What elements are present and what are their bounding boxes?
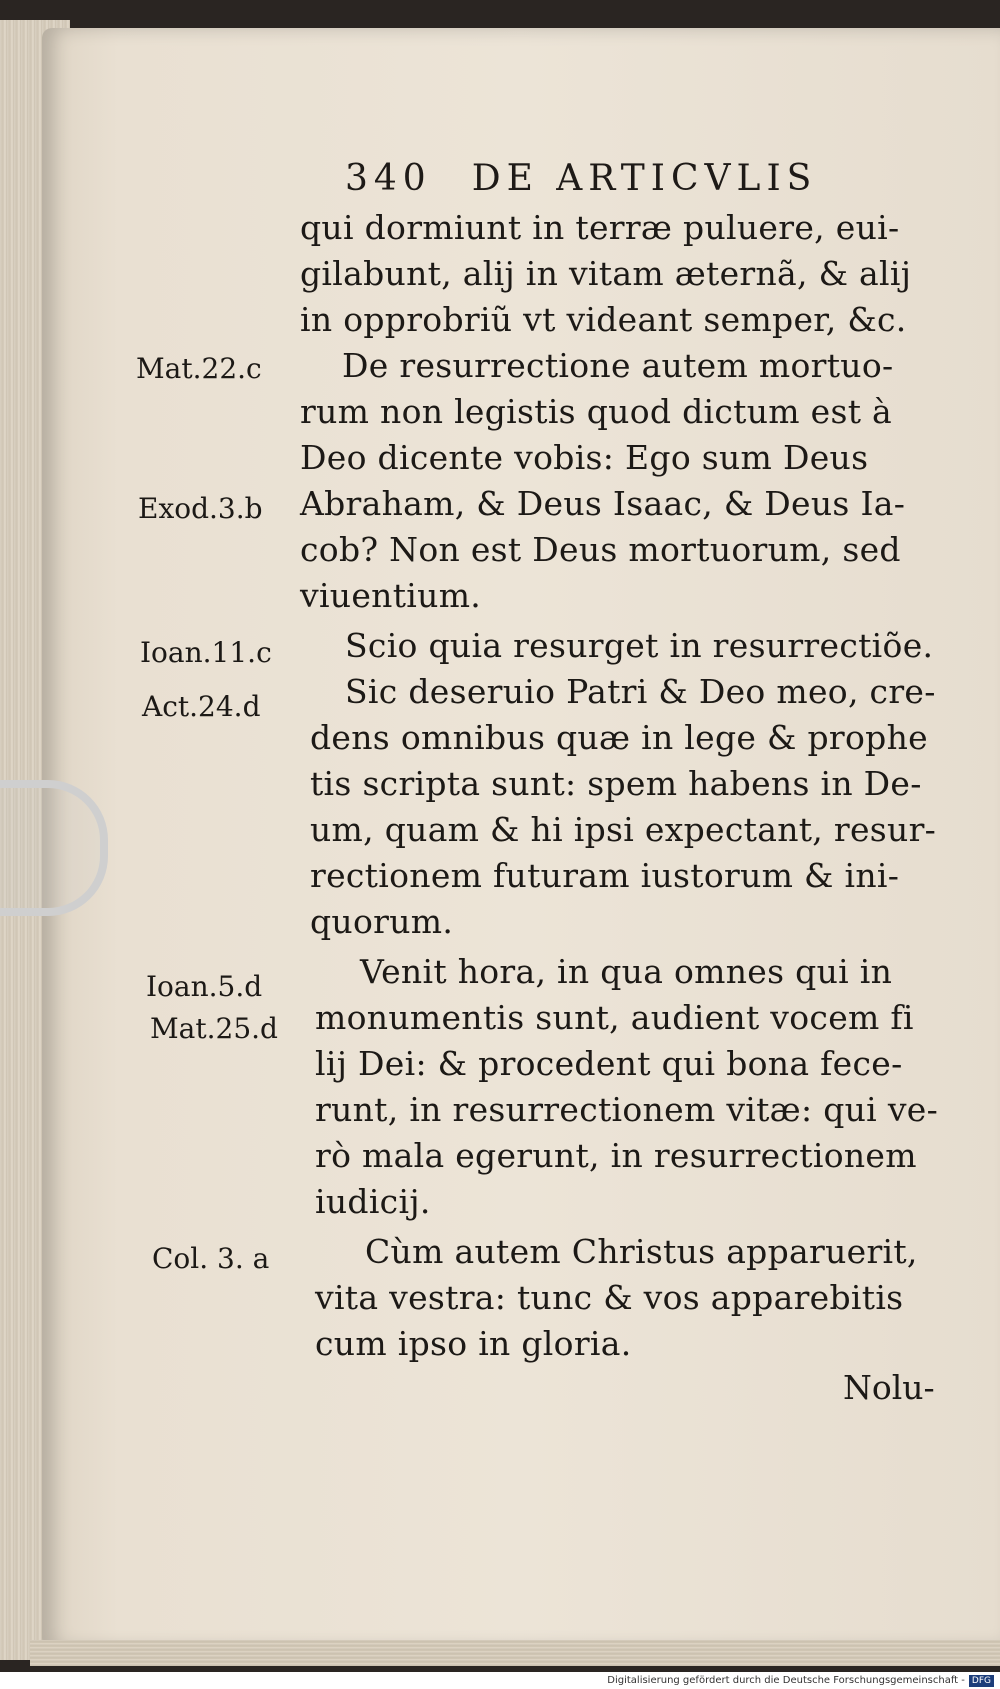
text-line: Sic deseruio Patri & Deo meo, cre- (345, 672, 936, 711)
text-line: Deo dicente vobis: Ego sum Deus (300, 438, 869, 477)
dfg-logo: DFG (969, 1675, 994, 1687)
text-line: lij Dei: & procedent qui bona fece- (315, 1044, 903, 1083)
text-line: Scio quia resurget in resurrectiõe. (345, 626, 934, 665)
text-line: dens omnibus quæ in lege & prophe (310, 718, 928, 757)
footer-text: Digitalisierung gefördert durch die Deutsche Forschungsgemeinschaft - (607, 1675, 965, 1686)
text-line: Venit hora, in qua omnes qui in (360, 952, 893, 991)
text-line: cob? Non est Deus mortuorum, sed (300, 530, 901, 569)
margin-reference: Exod.3.b (138, 492, 263, 525)
text-line: rectionem futuram iustorum & ini- (310, 856, 900, 895)
text-line: um, quam & hi ipsi expectant, resur- (310, 810, 937, 849)
margin-reference: Act.24.d (142, 690, 261, 723)
catchword: Nolu- (843, 1368, 935, 1407)
text-line: iudicij. (315, 1182, 431, 1221)
text-line: vita vestra: tunc & vos apparebitis (315, 1278, 904, 1317)
page-clip (0, 780, 108, 916)
page-number: 340 (345, 158, 432, 199)
digitization-footer (0, 1672, 1000, 1689)
text-line: viuentium. (300, 576, 482, 615)
text-line: rum non legistis quod dictum est à (300, 392, 893, 431)
text-line: monumentis sunt, audient vocem fi (315, 998, 914, 1037)
text-line: qui dormiunt in terræ puluere, eui- (300, 208, 900, 247)
running-header (345, 158, 817, 199)
text-line: runt, in resurrectionem vitæ: qui ve- (315, 1090, 939, 1129)
margin-reference: Ioan.5.d (146, 970, 263, 1003)
text-line: rò mala egerunt, in resurrectionem (315, 1136, 917, 1175)
margin-reference: Mat.22.c (136, 352, 262, 385)
text-line: gilabunt, alij in vitam æternã, & alij (300, 254, 912, 293)
text-line: in opprobriũ vt videant semper, &c. (300, 300, 907, 339)
text-line: cum ipso in gloria. (315, 1324, 632, 1363)
margin-reference: Mat.25.d (150, 1012, 278, 1045)
text-line: tis scripta sunt: spem habens in De- (310, 764, 922, 803)
text-line: Abraham, & Deus Isaac, & Deus Ia- (300, 484, 906, 523)
text-line: Cùm autem Christus apparuerit, (365, 1232, 918, 1271)
text-line: De resurrectione autem mortuo- (342, 346, 894, 385)
text-line: quorum. (310, 902, 454, 941)
running-title: DE ARTICVLIS (471, 158, 818, 199)
margin-reference: Ioan.11.c (140, 636, 272, 669)
page-bottom-edge (30, 1640, 1000, 1666)
margin-reference: Col. 3. a (152, 1242, 270, 1275)
